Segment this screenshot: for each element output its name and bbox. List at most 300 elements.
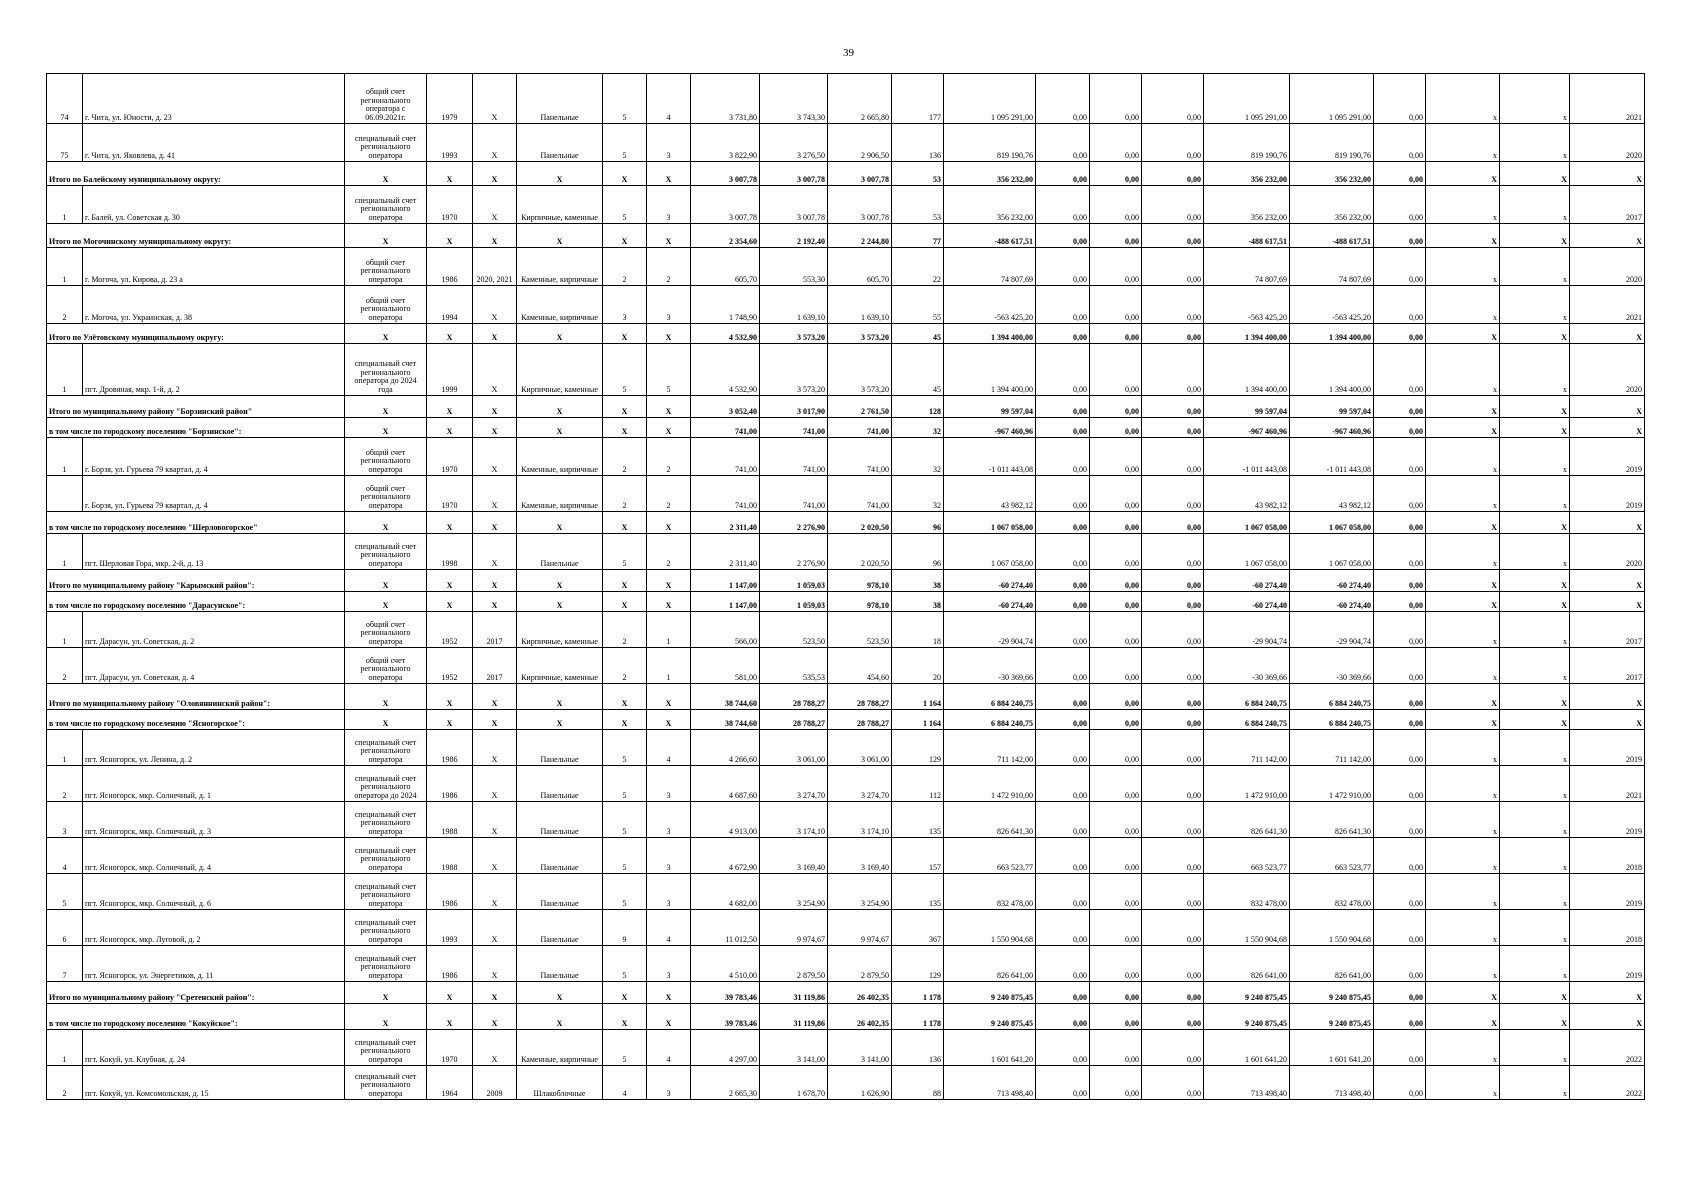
table-cell: -563 425,20 [1290, 286, 1374, 324]
table-cell: 2020 [1570, 534, 1645, 570]
table-cell: -30 369,66 [1204, 648, 1290, 684]
table-cell: 3 254,90 [828, 874, 892, 910]
total-label: Итого по Улётовскому муниципальному округу: [47, 324, 345, 344]
table-cell: 1 067 058,00 [1204, 512, 1290, 534]
table-cell: X [1570, 224, 1645, 248]
table-cell: 0,00 [1090, 1066, 1142, 1100]
table-cell: x [1426, 802, 1500, 838]
table-cell: X [427, 684, 473, 710]
table-cell: 0,00 [1036, 570, 1090, 592]
table-cell: x [1426, 910, 1500, 946]
table-cell: 31 119,86 [760, 1004, 828, 1030]
total-row [47, 570, 1645, 592]
table-cell: 1988 [427, 802, 473, 838]
table-cell: 9 240 875,45 [1204, 982, 1290, 1004]
table-cell: г. Борзя, ул. Гурьева 79 квартал, д. 4 [83, 476, 345, 512]
table-cell: X [1500, 592, 1570, 612]
table-cell: 741,00 [828, 418, 892, 438]
table-cell: X [603, 684, 647, 710]
table-cell: 45 [892, 344, 944, 396]
table-cell: 3 573,20 [760, 344, 828, 396]
table-cell: 356 232,00 [1204, 186, 1290, 224]
table-cell: 0,00 [1142, 592, 1204, 612]
table-cell: 5 [603, 802, 647, 838]
table-cell: 0,00 [1374, 438, 1426, 476]
table-cell: 38 744,60 [691, 710, 760, 730]
table-cell: X [427, 570, 473, 592]
table-cell: 0,00 [1374, 730, 1426, 766]
table-cell: -60 274,40 [1290, 570, 1374, 592]
table-cell: 356 232,00 [944, 162, 1036, 186]
table-cell: 11 012,50 [691, 910, 760, 946]
table-cell: 0,00 [1036, 396, 1090, 418]
table-cell: г. Могоча, ул. Кирова, д. 23 а [83, 248, 345, 286]
table-cell: 0,00 [1036, 476, 1090, 512]
table-cell: 3 007,78 [760, 186, 828, 224]
table-cell: 0,00 [1374, 512, 1426, 534]
table-cell: 0,00 [1142, 186, 1204, 224]
table-cell: 0,00 [1374, 946, 1426, 982]
table-cell: 0,00 [1090, 344, 1142, 396]
table-cell: 3 007,78 [691, 162, 760, 186]
table-cell: 3 [647, 286, 691, 324]
table-cell: Панельные [517, 802, 603, 838]
table-cell: X [1570, 710, 1645, 730]
table-cell: 1970 [427, 438, 473, 476]
table-cell: 4 [647, 74, 691, 124]
table-cell: x [1426, 438, 1500, 476]
table-cell: X [603, 162, 647, 186]
table-cell: X [1426, 512, 1500, 534]
table-cell: пгт. Ясногорск, мкр. Солнечный, д. 4 [83, 838, 345, 874]
table-cell: 3 731,80 [691, 74, 760, 124]
table-cell: 5 [647, 344, 691, 396]
table-cell: X [427, 224, 473, 248]
table-cell: пгт. Ясногорск, мкр. Солнечный, д. 3 [83, 802, 345, 838]
table-row [47, 344, 1645, 396]
table-cell: 3 743,30 [760, 74, 828, 124]
table-cell: 0,00 [1374, 874, 1426, 910]
table-cell: X [603, 710, 647, 730]
table-cell: 1 095 291,00 [944, 74, 1036, 124]
table-cell: X [647, 982, 691, 1004]
table-cell: Шлакоблочные [517, 1066, 603, 1100]
table-cell: 978,10 [828, 570, 892, 592]
table-cell: x [1500, 648, 1570, 684]
table-cell: 96 [892, 512, 944, 534]
table-cell: 74 [47, 74, 83, 124]
table-cell: 9 240 875,45 [1290, 1004, 1374, 1030]
table-cell: 0,00 [1374, 1066, 1426, 1100]
table-cell: 1986 [427, 766, 473, 802]
table-cell: X [427, 396, 473, 418]
table-cell: X [427, 512, 473, 534]
table-cell: 0,00 [1374, 162, 1426, 186]
table-cell: X [473, 224, 517, 248]
table-cell: 0,00 [1090, 612, 1142, 648]
table-cell: -967 460,96 [1204, 418, 1290, 438]
table-cell: 0,00 [1374, 74, 1426, 124]
table-cell: 3 [647, 802, 691, 838]
table-cell: 0,00 [1090, 802, 1142, 838]
table-cell: 5 [603, 838, 647, 874]
table-cell: 741,00 [828, 438, 892, 476]
table-cell: 77 [892, 224, 944, 248]
table-cell: 713 498,40 [944, 1066, 1036, 1100]
table-cell: 0,00 [1374, 418, 1426, 438]
total-row [47, 396, 1645, 418]
table-cell: 5 [47, 874, 83, 910]
table-cell: x [1500, 946, 1570, 982]
table-cell: 112 [892, 766, 944, 802]
table-cell: 2 [47, 648, 83, 684]
table-cell: X [473, 730, 517, 766]
table-cell: X [1570, 324, 1645, 344]
table-cell: 832 478,00 [944, 874, 1036, 910]
table-cell: 0,00 [1374, 124, 1426, 162]
table-cell: Каменные, кирпичные [517, 476, 603, 512]
table-cell: 5 [603, 344, 647, 396]
table-cell: X [473, 802, 517, 838]
table-cell: 6 884 240,75 [1204, 710, 1290, 730]
table-cell: 28 788,27 [828, 710, 892, 730]
table-cell: 28 788,27 [760, 710, 828, 730]
table-cell: 3 [647, 186, 691, 224]
table-cell: 2018 [1570, 910, 1645, 946]
table-cell: общий счет регионального оператора [345, 612, 427, 648]
table-cell: 0,00 [1036, 684, 1090, 710]
table-cell: -1 011 443,08 [1204, 438, 1290, 476]
table-cell: X [473, 684, 517, 710]
table-cell: 1 472 910,00 [944, 766, 1036, 802]
table-cell: x [1426, 946, 1500, 982]
table-cell: X [345, 592, 427, 612]
table-row [47, 476, 1645, 512]
table-cell: 6 884 240,75 [1290, 710, 1374, 730]
table-cell: X [647, 418, 691, 438]
table-cell: 88 [892, 1066, 944, 1100]
table-cell: 2 879,50 [828, 946, 892, 982]
table-cell: специальный счет регионального оператора [345, 910, 427, 946]
table-cell: x [1500, 286, 1570, 324]
table-cell: 5 [603, 946, 647, 982]
table-cell: 9 [603, 910, 647, 946]
table-cell: 3 007,78 [691, 186, 760, 224]
table-cell: 1 [47, 1030, 83, 1066]
table-cell: X [647, 396, 691, 418]
table-cell: 826 641,30 [1290, 802, 1374, 838]
table-cell: 0,00 [1090, 710, 1142, 730]
table-cell: 0,00 [1036, 512, 1090, 534]
table-cell: 0,00 [1374, 838, 1426, 874]
table-cell: 43 982,12 [944, 476, 1036, 512]
table-cell: 1 394 400,00 [1290, 324, 1374, 344]
table-cell: X [1570, 162, 1645, 186]
table-cell: 0,00 [1090, 648, 1142, 684]
table-cell: X [1500, 162, 1570, 186]
table-cell: 0,00 [1142, 438, 1204, 476]
table-cell: 0,00 [1374, 1004, 1426, 1030]
table-cell: 3 274,70 [828, 766, 892, 802]
table-cell: специальный счет регионального оператора [345, 838, 427, 874]
table-cell: 0,00 [1090, 418, 1142, 438]
table-cell: X [473, 512, 517, 534]
table-cell: 0,00 [1036, 874, 1090, 910]
table-cell: 9 974,67 [760, 910, 828, 946]
table-cell: 1 394 400,00 [1204, 324, 1290, 344]
table-cell: 1 164 [892, 710, 944, 730]
table-cell: 356 232,00 [1290, 162, 1374, 186]
table-cell: x [1426, 874, 1500, 910]
table-cell: X [473, 344, 517, 396]
table-cell: -563 425,20 [1204, 286, 1290, 324]
total-row [47, 684, 1645, 710]
table-body [47, 74, 1645, 1100]
table-cell: специальный счет регионального оператора [345, 874, 427, 910]
table-cell: 663 523,77 [944, 838, 1036, 874]
table-cell: X [473, 534, 517, 570]
table-cell: 1 394 400,00 [1290, 344, 1374, 396]
table-cell: 20 [892, 648, 944, 684]
table-cell: 0,00 [1090, 838, 1142, 874]
table-cell: X [1500, 1004, 1570, 1030]
table-cell: X [647, 224, 691, 248]
table-cell: 1988 [427, 838, 473, 874]
table-cell: X [1570, 1004, 1645, 1030]
table-cell: 6 884 240,75 [1204, 684, 1290, 710]
table-cell: 2017 [1570, 612, 1645, 648]
table-cell: 3 007,78 [828, 162, 892, 186]
table-cell: x [1500, 476, 1570, 512]
table-cell: 22 [892, 248, 944, 286]
table-cell: X [1500, 982, 1570, 1004]
table-cell: 356 232,00 [944, 186, 1036, 224]
table-cell: -29 904,74 [1290, 612, 1374, 648]
table-cell: 1 550 904,68 [1204, 910, 1290, 946]
table-cell: 0,00 [1090, 946, 1142, 982]
table-cell: 0,00 [1090, 910, 1142, 946]
table-cell: Кирпичные, каменные [517, 186, 603, 224]
table-cell: 3 [647, 124, 691, 162]
table-cell: x [1500, 910, 1570, 946]
table-cell: 1 639,10 [760, 286, 828, 324]
table-cell: 0,00 [1036, 224, 1090, 248]
table-cell: 3 [647, 766, 691, 802]
table-cell: 819 190,76 [944, 124, 1036, 162]
table-cell: X [473, 74, 517, 124]
table-cell: 32 [892, 418, 944, 438]
table-cell: 3 007,78 [760, 162, 828, 186]
table-cell: Панельные [517, 946, 603, 982]
table-cell: 605,70 [691, 248, 760, 286]
table-cell: 4 532,90 [691, 344, 760, 396]
table-cell: 0,00 [1374, 982, 1426, 1004]
table-cell: Каменные, кирпичные [517, 1030, 603, 1066]
table-row [47, 248, 1645, 286]
table-cell: -1 011 443,08 [944, 438, 1036, 476]
table-cell: x [1426, 248, 1500, 286]
table-cell: Панельные [517, 124, 603, 162]
table-cell: X [345, 512, 427, 534]
table-cell: Панельные [517, 74, 603, 124]
table-cell: 0,00 [1374, 286, 1426, 324]
table-cell: X [345, 162, 427, 186]
table-cell: X [517, 396, 603, 418]
table-cell: 1 095 291,00 [1290, 74, 1374, 124]
table-cell: 0,00 [1142, 570, 1204, 592]
table-cell: 0,00 [1374, 248, 1426, 286]
table-cell: X [603, 570, 647, 592]
table-cell: Панельные [517, 910, 603, 946]
table-cell: x [1426, 766, 1500, 802]
table-cell: 99 597,04 [1290, 396, 1374, 418]
table-cell: 3 174,10 [828, 802, 892, 838]
table-cell: 711 142,00 [1290, 730, 1374, 766]
table-cell: 2 [47, 1066, 83, 1100]
table-row [47, 186, 1645, 224]
table-cell: 0,00 [1142, 874, 1204, 910]
table-cell: -60 274,40 [1290, 592, 1374, 612]
table-cell: 1 178 [892, 982, 944, 1004]
table-cell: 2 906,50 [828, 124, 892, 162]
table-cell: 0,00 [1374, 186, 1426, 224]
table-cell: X [603, 396, 647, 418]
table-cell: 0,00 [1090, 324, 1142, 344]
total-label: в том числе по городскому поселению "Ясногорское": [47, 710, 345, 730]
total-row [47, 324, 1645, 344]
table-cell: 1 067 058,00 [1290, 512, 1374, 534]
table-cell: Панельные [517, 838, 603, 874]
table-cell: -1 011 443,08 [1290, 438, 1374, 476]
table-cell: X [647, 1004, 691, 1030]
table-cell: 1 067 058,00 [1204, 534, 1290, 570]
table-cell: 2 244,80 [828, 224, 892, 248]
total-row [47, 982, 1645, 1004]
table-cell: специальный счет регионального оператора [345, 946, 427, 982]
table-cell: 2 354,60 [691, 224, 760, 248]
table-cell: X [1426, 396, 1500, 418]
table-cell: 0,00 [1090, 730, 1142, 766]
table-cell: 2020 [1570, 344, 1645, 396]
table-cell: 1993 [427, 910, 473, 946]
table-cell: X [1570, 418, 1645, 438]
table-cell: X [647, 162, 691, 186]
table-cell: x [1500, 344, 1570, 396]
table-cell: 7 [47, 946, 83, 982]
table-cell: 2 [647, 476, 691, 512]
table-cell: 0,00 [1036, 124, 1090, 162]
table-cell: 1952 [427, 612, 473, 648]
table-cell: 38 744,60 [691, 684, 760, 710]
table-cell: 0,00 [1142, 710, 1204, 730]
table-cell: 711 142,00 [1204, 730, 1290, 766]
table-cell: 1 550 904,68 [1290, 910, 1374, 946]
total-label: Итого по Балейскому муниципальному округу: [47, 162, 345, 186]
table-cell: X [647, 592, 691, 612]
table-cell: 0,00 [1142, 124, 1204, 162]
table-cell: 0,00 [1036, 1004, 1090, 1030]
table-cell: пгт. Дарасун, ул. Советская, д. 2 [83, 612, 345, 648]
table-cell: 0,00 [1142, 162, 1204, 186]
table-cell: 9 240 875,45 [944, 1004, 1036, 1030]
table-cell: г. Борзя, ул. Гурьева 79 квартал, д. 4 [83, 438, 345, 476]
table-cell: 4 [647, 1030, 691, 1066]
table-cell: 74 807,69 [1290, 248, 1374, 286]
table-cell: 0,00 [1036, 910, 1090, 946]
table-cell: x [1426, 476, 1500, 512]
table-cell: специальный счет регионального оператора до 2024 года [345, 344, 427, 396]
table-cell: общий счет регионального оператора [345, 438, 427, 476]
total-row [47, 418, 1645, 438]
table-cell: 2 [603, 248, 647, 286]
table-cell: 1999 [427, 344, 473, 396]
table-cell: -60 274,40 [1204, 592, 1290, 612]
table-cell: 0,00 [1142, 1004, 1204, 1030]
table-cell: 1 [47, 730, 83, 766]
table-cell: 3 276,50 [760, 124, 828, 162]
table-cell: 3 [647, 946, 691, 982]
table-row [47, 1030, 1645, 1066]
table-cell: 2019 [1570, 874, 1645, 910]
table-cell: X [473, 1030, 517, 1066]
table-row [47, 910, 1645, 946]
table-cell: 0,00 [1090, 248, 1142, 286]
table-cell: 0,00 [1036, 766, 1090, 802]
table-cell: x [1500, 1066, 1570, 1100]
table-cell: 1998 [427, 534, 473, 570]
table-cell: X [1426, 418, 1500, 438]
table-cell: 3 061,00 [828, 730, 892, 766]
table-cell: 0,00 [1036, 592, 1090, 612]
table-cell: пгт. Кокуй, ул. Клубная, д. 24 [83, 1030, 345, 1066]
table-cell: 0,00 [1142, 946, 1204, 982]
table-cell: X [647, 710, 691, 730]
table-cell: -60 274,40 [944, 592, 1036, 612]
table-cell: 2 276,90 [760, 512, 828, 534]
total-row [47, 710, 1645, 730]
table-row [47, 766, 1645, 802]
table-cell: пгт. Дровяная, мкр. 1-й, д. 2 [83, 344, 345, 396]
table-cell: 1 394 400,00 [944, 324, 1036, 344]
table-cell: 1 601 641,20 [944, 1030, 1036, 1066]
table-cell: 0,00 [1374, 476, 1426, 512]
table-cell: 0,00 [1374, 1030, 1426, 1066]
table-row [47, 648, 1645, 684]
total-label: Итого по муниципальному району "Сретенский район": [47, 982, 345, 1004]
total-row [47, 1004, 1645, 1030]
table-cell: Каменные, кирпичные [517, 286, 603, 324]
table-cell: 2 [647, 534, 691, 570]
table-cell: X [427, 1004, 473, 1030]
table-cell: x [1426, 1066, 1500, 1100]
table-cell: x [1426, 534, 1500, 570]
table-cell: 1 [47, 344, 83, 396]
table-cell: 0,00 [1090, 74, 1142, 124]
table-cell: 0,00 [1036, 438, 1090, 476]
table-cell: -563 425,20 [944, 286, 1036, 324]
table-cell: -488 617,51 [944, 224, 1036, 248]
table-cell: 1970 [427, 476, 473, 512]
table-cell: -60 274,40 [1204, 570, 1290, 592]
table-cell: 0,00 [1036, 802, 1090, 838]
table-cell: X [1426, 570, 1500, 592]
table-cell: x [1426, 286, 1500, 324]
table-cell: 2 [647, 248, 691, 286]
table-cell: X [1570, 592, 1645, 612]
table-cell: X [517, 570, 603, 592]
table-cell: 0,00 [1090, 512, 1142, 534]
table-cell: 2 311,40 [691, 534, 760, 570]
